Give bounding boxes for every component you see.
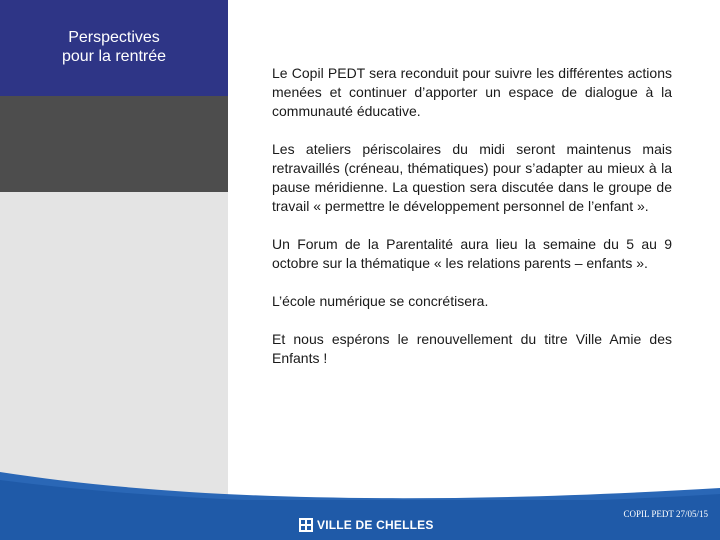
paragraph-forum: Un Forum de la Parentalité aura lieu la semaine du 5 au 9 octobre sur la thématique « les relations parents – enfants ». bbox=[272, 236, 672, 271]
title-block bbox=[0, 0, 228, 96]
sidebar bbox=[0, 0, 228, 500]
logo-text: VILLE DE CHELLES bbox=[317, 518, 434, 532]
city-logo bbox=[299, 516, 434, 534]
footer-date: COPIL PEDT 27/05/15 bbox=[623, 509, 708, 519]
city-crest-icon bbox=[299, 518, 313, 532]
slide-content bbox=[272, 64, 672, 387]
slide-title: Perspectives pour la rentrée bbox=[61, 29, 167, 65]
paragraph-ateliers: Les ateliers périscolaires du midi seront maintenus mais retravaillés (créneau, thématiques) pour s’adapter au mieux à la pause méridienne. La question sera discutée dans le groupe de travail « permettre le développement personnel de l’enfant ». bbox=[272, 141, 672, 214]
paragraph-ville-amie: Et nous espérons le renouvellement du titre Ville Amie des Enfants ! bbox=[272, 331, 672, 366]
sidebar-dark-block bbox=[0, 96, 228, 192]
paragraph-ecole-numerique: L’école numérique se concrétisera. bbox=[272, 293, 489, 309]
paragraph-copil: Le Copil PEDT sera reconduit pour suivre les différentes actions menées et continuer d’apporter un espace de dialogue à la communauté éducative. bbox=[272, 65, 672, 119]
